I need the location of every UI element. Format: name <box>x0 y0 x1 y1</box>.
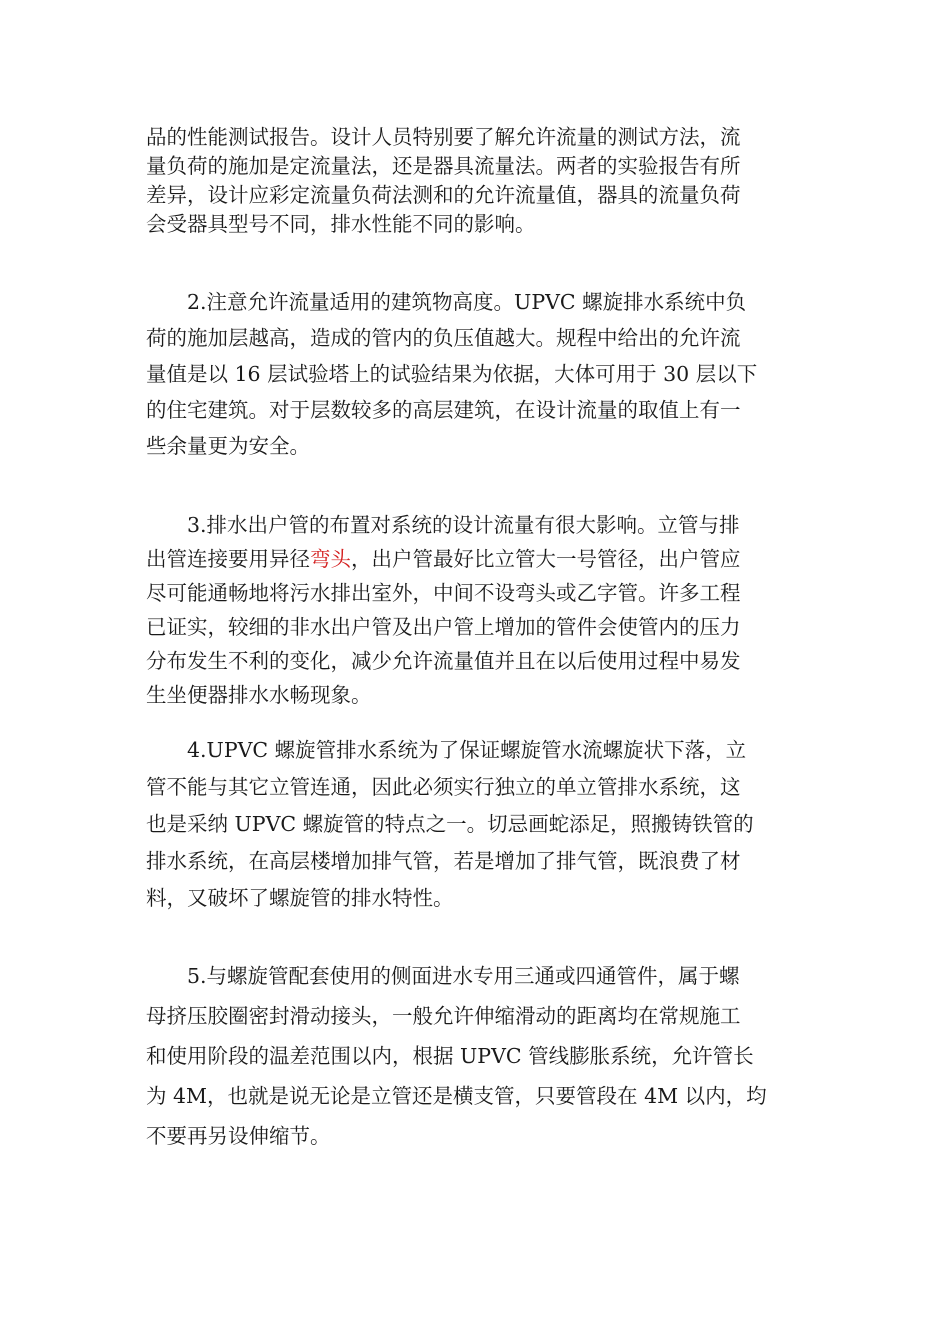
text-line: 已证实，较细的非水出户管及出户管上增加的管件会使管内的压力 <box>146 615 741 639</box>
paragraph-continued <box>146 123 806 239</box>
text-line: 差异，设计应彩定流量负荷法测和的允许流量值，器具的流量负荷 <box>146 183 741 207</box>
text-line: 些余量更为安全。 <box>146 434 310 458</box>
text-line <box>146 542 806 576</box>
paragraph-5 <box>146 956 806 1156</box>
text-line: 管不能与其它立管连通，因此必须实行独立的单立管排水系统，这 <box>146 775 741 799</box>
text-line: 不要再另设伸缩节。 <box>146 1124 331 1148</box>
text-line: 为 4M，也就是说无论是立管还是横支管，只要管段在 4M 以内，均 <box>146 1084 767 1108</box>
text-line <box>146 732 806 769</box>
text-line: 生坐便器排水水畅现象。 <box>146 683 372 707</box>
text-span: 3.排水出户管的布置对系统的设计流量有很大影响。立管与排 <box>187 513 740 537</box>
text-span: 5.与螺旋管配套使用的侧面进水专用三通或四通管件，属于螺 <box>187 964 740 988</box>
text-line: 荷的施加层越高，造成的管内的负压值越大。规程中给出的允许流 <box>146 326 741 350</box>
text-line <box>146 956 806 996</box>
text-line: 量负荷的施加是定流量法，还是器具流量法。两者的实验报告有所 <box>146 154 741 178</box>
text-line: 和使用阶段的温差范围以内，根据 UPVC 管线膨胀系统，允许管长 <box>146 1044 754 1068</box>
text-line: 也是采纳 UPVC 螺旋管的特点之一。切忌画蛇添足，照搬铸铁管的 <box>146 812 754 836</box>
paragraph-2 <box>146 284 806 464</box>
text-span: 出管连接要用异径 <box>146 547 310 571</box>
text-line: 会受器具型号不同，排水性能不同的影响。 <box>146 212 536 236</box>
text-span: 4.UPVC 螺旋管排水系统为了保证螺旋管水流螺旋状下落，立 <box>187 738 747 762</box>
elbow-link[interactable]: 弯头 <box>310 547 351 571</box>
text-line: 分布发生不利的变化，减少允许流量值并且在以后使用过程中易发 <box>146 649 741 673</box>
text-span: 2.注意允许流量适用的建筑物高度。UPVC 螺旋排水系统中负 <box>187 290 747 314</box>
text-line: 尽可能通畅地将污水排出室外，中间不设弯头或乙字管。许多工程 <box>146 581 741 605</box>
text-line: 料，又破坏了螺旋管的排水特性。 <box>146 886 454 910</box>
text-line: 排水系统，在高层楼增加排气管，若是增加了排气管，既浪费了材 <box>146 849 741 873</box>
text-line: 量值是以 16 层试验塔上的试验结果为依据，大体可用于 30 层以下 <box>146 362 758 386</box>
text-line <box>146 284 806 320</box>
text-line: 母挤压胶圈密封滑动接头，一般允许伸缩滑动的距离均在常规施工 <box>146 1004 741 1028</box>
text-line: 品的性能测试报告。设计人员特别要了解允许流量的测试方法，流 <box>146 125 741 149</box>
paragraph-4 <box>146 732 806 917</box>
text-span: ，出户管最好比立管大一号管径，出户管应 <box>351 547 741 571</box>
paragraph-3 <box>146 508 806 712</box>
text-line: 的住宅建筑。对于层数较多的高层建筑，在设计流量的取值上有一 <box>146 398 741 422</box>
text-line <box>146 508 806 542</box>
